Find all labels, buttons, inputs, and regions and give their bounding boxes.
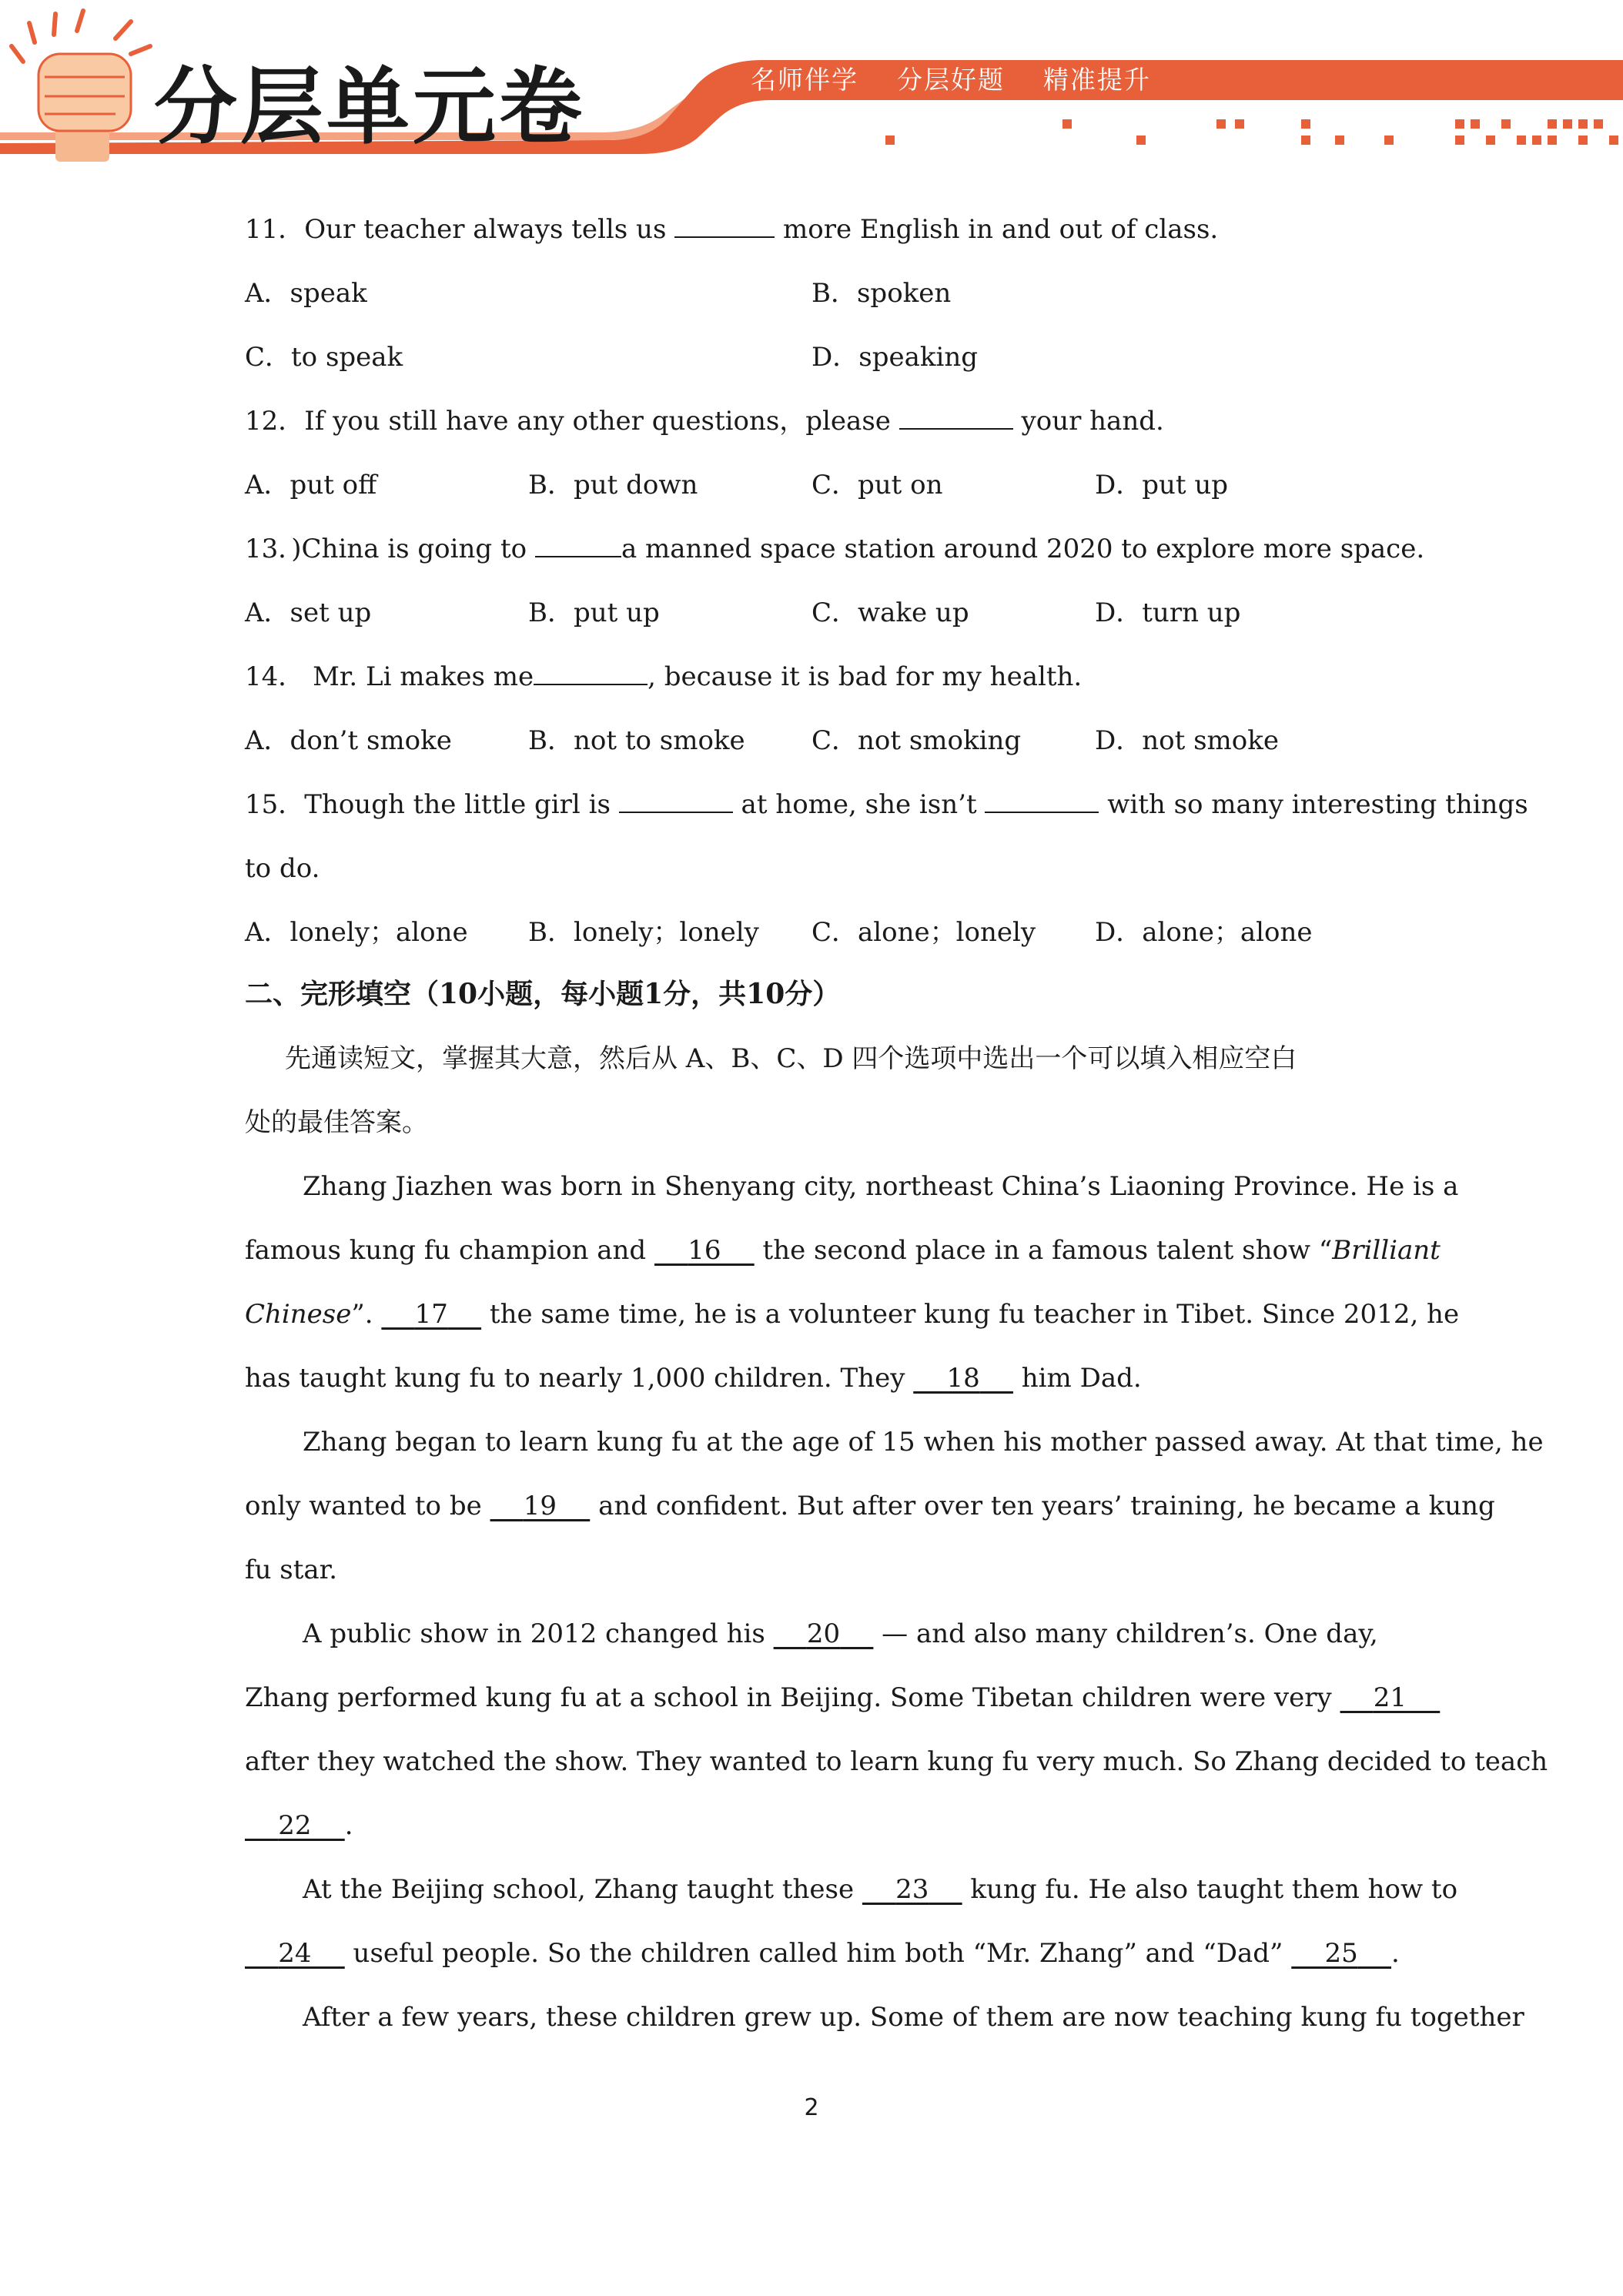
passage-line: Zhang began to learn kung fu at the age of 15 when his mother passed away. At that time, he [303,1427,1544,1458]
question-11-option-c[interactable]: C．to speak [245,342,403,373]
brand-title: 分层单元卷 [154,59,586,156]
question-15-stem-line2: to do. [245,853,320,884]
passage-line: after they watched the show. They wanted to learn kung fu very much. So Zhang decided to teach [245,1746,1548,1777]
question-15-option-c[interactable]: C．alone；lonely [812,917,1036,948]
cloze-blank-25[interactable]: 25 [1324,1938,1358,1969]
question-15-option-a[interactable]: A．lonely；alone [245,917,468,948]
question-11-stem: 11．Our teacher always tells us more English in and out of class. [245,212,1218,247]
page-header [0,0,1623,177]
passage-line: 24 useful people. So the children called him both “Mr. Zhang” and “Dad” 25 . [245,1936,1400,1971]
question-13-option-b[interactable]: B．put up [528,597,660,628]
question-12-option-a[interactable]: A．put off [245,470,377,500]
passage-line: At the Beijing school, Zhang taught these 23 kung fu. He also taught them how to [303,1874,1458,1905]
question-15-stem: 15．Though the little girl is at home, she isn’t with so many interesting things [245,787,1528,822]
passage-line: Zhang Jiazhen was born in Shenyang city, northeast China’s Liaoning Province. He is a [303,1171,1459,1202]
passage-line: only wanted to be 19 and confident. But after over ten years’ training, he became a kung [245,1491,1495,1521]
question-11-option-a[interactable]: A．speak [245,278,367,309]
question-14-option-d[interactable]: D．not smoke [1095,725,1279,756]
answer-blank[interactable] [985,787,1099,813]
cloze-blank-20[interactable]: 20 [806,1618,841,1649]
answer-blank[interactable] [534,659,648,685]
passage-line: has taught kung fu to nearly 1,000 children. They 18 him Dad. [245,1363,1142,1394]
question-12-option-d[interactable]: D．put up [1095,470,1229,500]
cloze-blank-23[interactable]: 23 [895,1874,929,1905]
answer-blank[interactable] [535,531,621,557]
question-15-option-d[interactable]: D．alone；alone [1095,917,1313,948]
question-12-stem: 12．If you still have any other questions，please your hand. [245,403,1164,439]
question-12-option-c[interactable]: C．put on [812,470,943,500]
passage-line: 22 . [245,1808,353,1843]
question-14-option-c[interactable]: C．not smoking [812,725,1022,756]
question-13-option-d[interactable]: D．turn up [1095,597,1241,628]
answer-blank[interactable] [674,212,775,238]
brand-slogan: 名师伴学 分层好题 精准提升 [751,65,1151,95]
cloze-blank-17[interactable]: 17 [414,1299,448,1330]
cloze-blank-22[interactable]: 22 [278,1810,312,1841]
question-11-option-b[interactable]: B．spoken [812,278,952,309]
cloze-blank-16[interactable]: 16 [688,1235,721,1266]
passage-line: After a few years, these children grew up. Some of them are now teaching kung fu together [303,2002,1524,2033]
question-11-option-d[interactable]: D．speaking [812,342,979,373]
cloze-blank-18[interactable]: 18 [946,1363,980,1394]
question-13-stem: 13．)China is going to a manned space station around 2020 to explore more space. [245,531,1424,567]
section-2-instruction: 先通读短文，掌握其大意，然后从 A、B、C、D 四个选项中选出一个可以填入相应空白 [285,1043,1297,1074]
answer-blank[interactable] [899,403,1013,430]
passage-line: Chinese”. 17 the same time, he is a volunteer kung fu teacher in Tibet. Since 2012, he [245,1299,1460,1330]
question-15-option-b[interactable]: B．lonely；lonely [528,917,759,948]
question-13-option-c[interactable]: C．wake up [812,597,969,628]
section-2-instruction-line2: 处的最佳答案。 [245,1107,428,1138]
question-14-option-a[interactable]: A．don’t smoke [245,725,452,756]
passage-line: Zhang performed kung fu at a school in Beijing. Some Tibetan children were very 21 [245,1680,1440,1715]
question-14-option-b[interactable]: B．not to smoke [528,725,745,756]
cloze-blank-21[interactable]: 21 [1373,1682,1407,1713]
question-14-stem: 14． Mr. Li makes me , because it is bad for my health. [245,659,1082,694]
cloze-blank-19[interactable]: 19 [523,1491,557,1521]
passage-line: A public show in 2012 changed his 20 — and also many children’s. One day, [303,1618,1378,1649]
section-2-title: 二、完形填空（10小题，每小题1分，共10分） [245,978,841,1010]
answer-blank[interactable] [619,787,733,813]
passage-line: famous kung fu champion and 16 the second place in a famous talent show “Brilliant [245,1235,1441,1266]
passage-line: fu star. [245,1555,337,1585]
cloze-blank-24[interactable]: 24 [278,1938,312,1969]
question-13-option-a[interactable]: A．set up [245,597,372,628]
page-number: 2 [804,2094,819,2121]
question-12-option-b[interactable]: B．put down [528,470,698,500]
